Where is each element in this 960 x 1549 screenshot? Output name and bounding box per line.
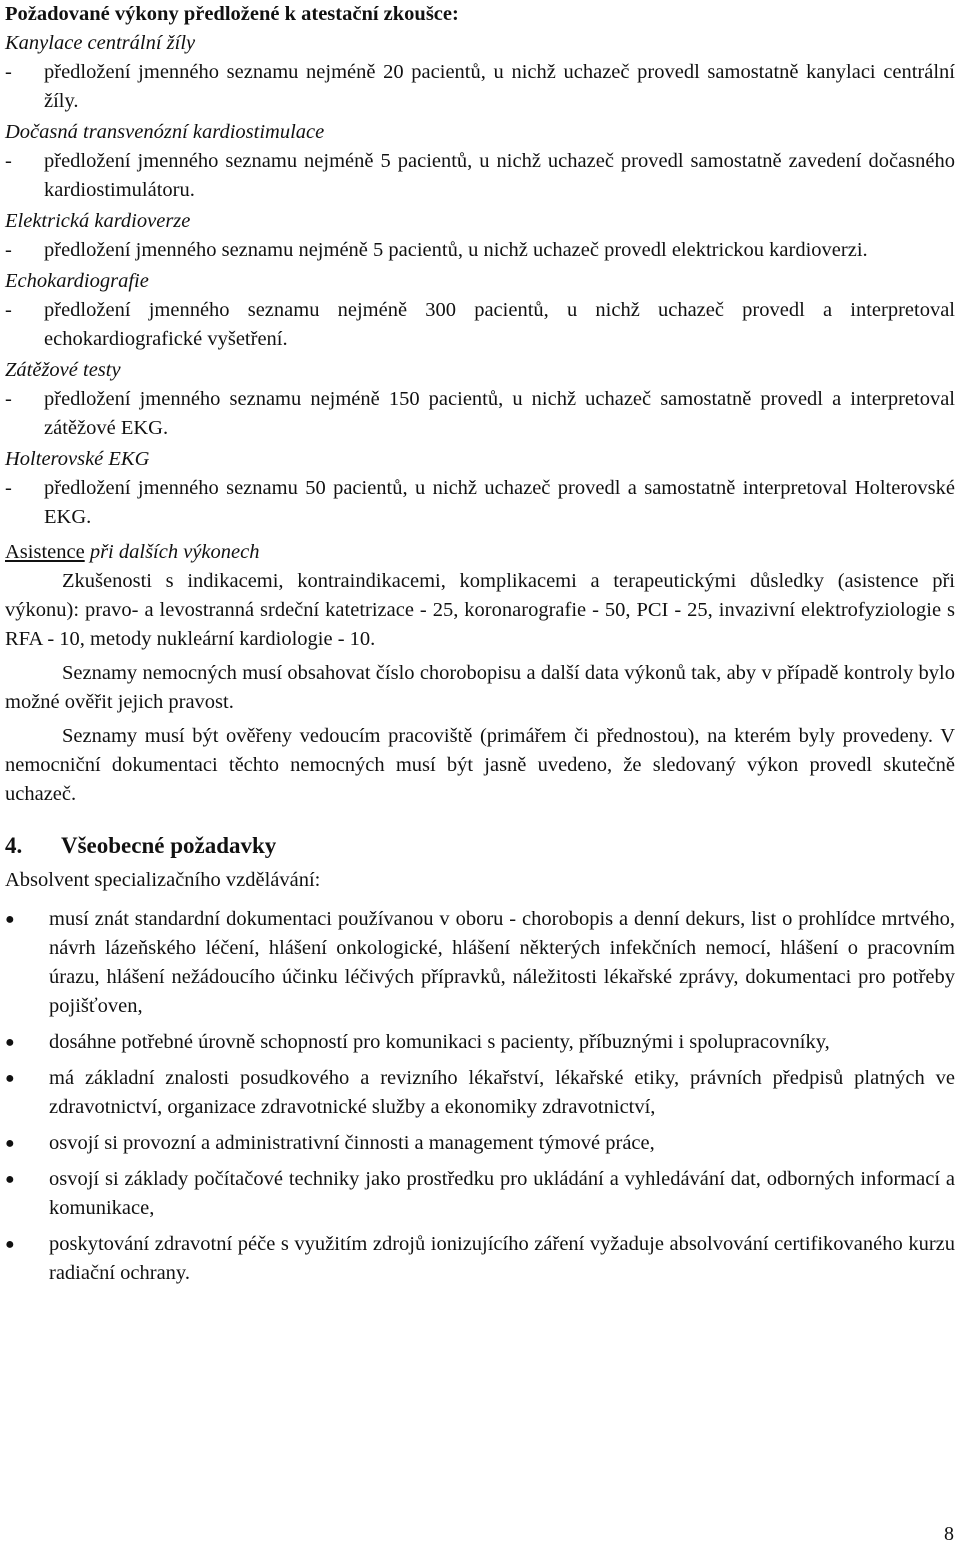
assist-paragraph: Seznamy nemocných musí obsahovat číslo chorobopisu a další data výkonů tak, aby v případě kontroly bylo možné ověřit jejich pravost. (5, 662, 955, 713)
list-item (5, 1064, 955, 1122)
procedure-item (5, 29, 955, 116)
procedure-text: předložení jmenného seznamu nejméně 150 pacientů, u nichž uchazeč samostatně provedl a interpretoval zátěžové EKG. (44, 388, 955, 439)
procedure-item (5, 445, 955, 532)
dash-marker: - (5, 61, 12, 83)
procedure-title: Zátěžové testy (5, 359, 121, 381)
bullet-icon: ● (5, 1171, 15, 1188)
procedure-title: Elektrická kardioverze (5, 210, 191, 232)
procedure-requirement (5, 58, 955, 116)
list-item-text: poskytování zdravotní péče s využitím zdrojů ionizujícího záření vyžaduje absolvování certifikovaného kurzu radiační ochrany. (49, 1233, 955, 1284)
procedure-item (5, 207, 955, 265)
assist-heading (5, 538, 955, 567)
requirements-list (5, 905, 955, 1288)
procedure-requirement (5, 236, 955, 265)
bullet-icon: ● (5, 1034, 15, 1051)
section-number: 4. (5, 833, 23, 858)
section-heading (5, 831, 955, 860)
list-item-text: osvojí si základy počítačové techniky jako prostředku pro ukládání a vyhledávání dat, odborných informací a komunikace, (49, 1168, 955, 1219)
procedure-requirement (5, 296, 955, 354)
procedure-requirement (5, 385, 955, 443)
list-item (5, 1165, 955, 1223)
procedure-requirement (5, 147, 955, 205)
section-title: Všeobecné požadavky (61, 833, 277, 858)
list-item (5, 1129, 955, 1158)
assist-paragraph: Seznamy musí být ověřeny vedoucím pracoviště (primářem či přednostou), na kterém byly provedeny. V nemocniční dokumentaci těchto nemocných musí být jasně uvedeno, že sledovaný výkon provedl skutečně uchazeč. (5, 725, 955, 805)
procedure-title: Dočasná transvenózní kardiostimulace (5, 121, 325, 143)
bullet-icon: ● (5, 1236, 15, 1253)
bullet-icon: ● (5, 911, 15, 928)
assist-paragraph: Zkušenosti s indikacemi, kontraindikacemi, komplikacemi a terapeutickými důsledky (asistence při výkonu): pravo- a levostranná srdeční katetrizace - 25, koronarografie - 50, PCI - 25, invazivní elektrofyziologie s RFA - 10, metody nukleární kardiologie - 10. (5, 570, 955, 650)
procedure-requirement (5, 474, 955, 532)
procedure-text: předložení jmenného seznamu 50 pacientů, u nichž uchazeč provedl a samostatně interpretoval Holterovské EKG. (44, 477, 955, 528)
dash-marker: - (5, 299, 12, 321)
procedure-title: Kanylace centrální žíly (5, 32, 196, 54)
dash-marker: - (5, 388, 12, 410)
list-item-text: osvojí si provozní a administrativní činnosti a management týmové práce, (49, 1132, 655, 1154)
procedure-text: předložení jmenného seznamu nejméně 300 pacientů, u nichž uchazeč provedl a interpretoval echokardiografické vyšetření. (44, 299, 955, 350)
procedure-text: předložení jmenného seznamu nejméně 20 pacientů, u nichž uchazeč provedl samostatně kanylaci centrální žíly. (44, 61, 955, 112)
dash-marker: - (5, 239, 12, 261)
bullet-icon: ● (5, 1070, 15, 1087)
procedure-text: předložení jmenného seznamu nejméně 5 pacientů, u nichž uchazeč provedl samostatně zavedení dočasného kardiostimulátoru. (44, 150, 955, 201)
document-page (5, 0, 955, 1295)
assist-heading-plain: Asistence (5, 541, 85, 563)
list-item (5, 1028, 955, 1057)
section-intro: Absolvent specializačního vzdělávání: (5, 869, 321, 891)
procedure-item (5, 356, 955, 443)
dash-marker: - (5, 150, 12, 172)
document-heading: Požadované výkony předložené k atestační zkoušce: (5, 3, 459, 25)
list-item (5, 1230, 955, 1288)
list-item-text: dosáhne potřebné úrovně schopností pro komunikaci s pacienty, příbuznými i spolupracovníky, (49, 1031, 830, 1053)
procedure-text: předložení jmenného seznamu nejméně 5 pacientů, u nichž uchazeč provedl elektrickou kardioverzi. (44, 239, 868, 261)
procedure-title: Echokardiografie (5, 270, 149, 292)
list-item-text: musí znát standardní dokumentaci používanou v oboru - chorobopis a denní dekurs, list o prohlídce mrtvého, návrh lázeňského léčení, hlášení onkologické, hlášení některých infekčních nemocí, hlášení o pracovním úrazu, hlášení nežádoucího účinku léčivých přípravků, náležitosti lékařské zprávy, dokumentaci pro potřeby pojišťoven, (49, 908, 955, 1017)
bullet-icon: ● (5, 1135, 15, 1152)
procedure-item (5, 118, 955, 205)
procedure-item (5, 267, 955, 354)
page-number: 8 (944, 1523, 954, 1545)
assist-heading-italic: při dalších výkonech (84, 541, 260, 563)
dash-marker: - (5, 477, 12, 499)
list-item-text: má základní znalosti posudkového a revizního lékařství, lékařské etiky, právních předpisů platných ve zdravotnictví, organizace zdravotnické služby a ekonomiky zdravotnictví, (49, 1067, 955, 1118)
procedure-title: Holterovské EKG (5, 448, 150, 470)
list-item (5, 905, 955, 1021)
